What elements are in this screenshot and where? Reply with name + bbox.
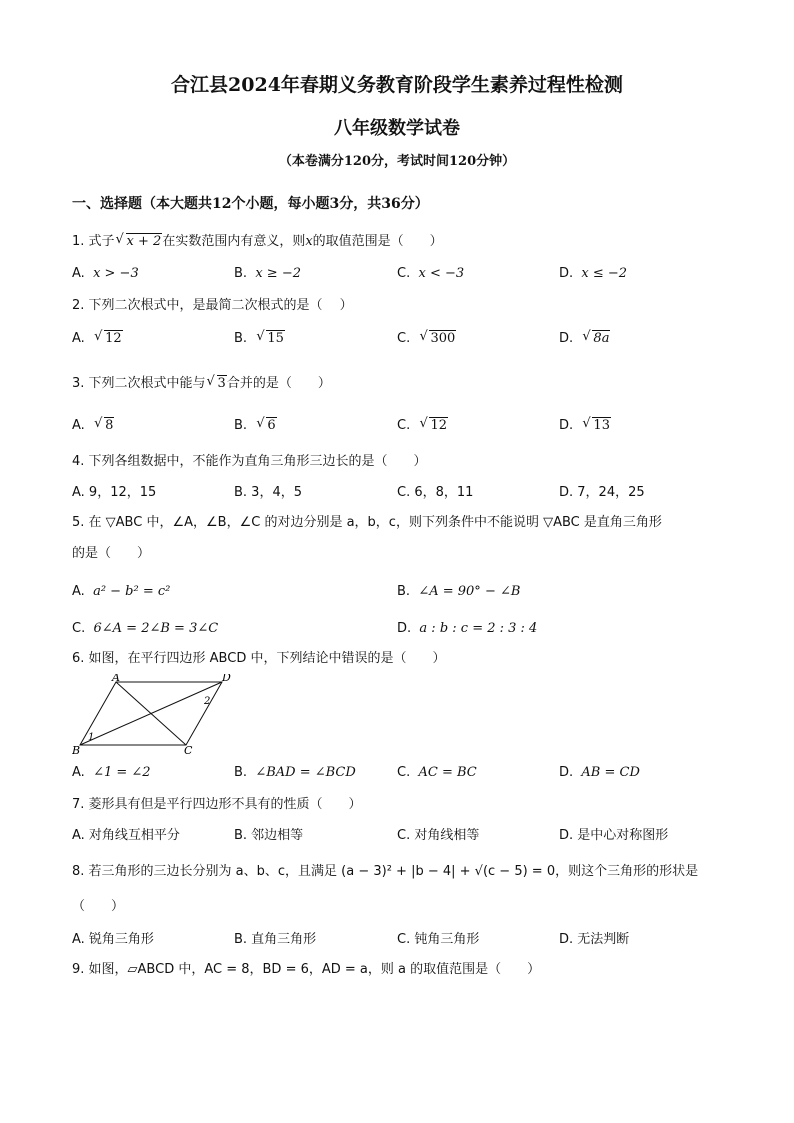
question-3: 3. 下列二次根式中能与√ 3合并的是（ ） [72, 375, 331, 393]
q1-post2: 的取值范围是（ ） [312, 234, 443, 249]
question-4: 4. 下列各组数据中，不能作为直角三角形三边长的是（ ） [72, 454, 427, 469]
q8-option-b[interactable]: B. 直角三角形 [234, 932, 317, 947]
q4-option-b[interactable]: B. 3，4，5 [234, 485, 302, 500]
label-angle-1: 1 [88, 732, 95, 743]
q4-option-c[interactable]: C. 6，8，11 [397, 485, 474, 500]
q3-option-d[interactable]: D. √ 13 [559, 417, 611, 435]
q7-option-c[interactable]: C. 对角线相等 [397, 828, 480, 843]
q1-option-b[interactable]: B. x ≥ −2 [234, 266, 301, 281]
q6-option-b[interactable]: B. ∠BAD = ∠BCD [234, 765, 356, 780]
label-angle-2: 2 [204, 696, 211, 707]
q3-option-a[interactable]: A. √ 8 [72, 417, 114, 435]
q1-radical: √ x + 2 [117, 233, 163, 251]
q6-option-a[interactable]: A. ∠1 = ∠2 [72, 765, 151, 780]
q7-option-d[interactable]: D. 是中心对称图形 [559, 828, 669, 843]
q8-option-c[interactable]: C. 钝角三角形 [397, 932, 480, 947]
q2-option-c[interactable]: C. √ 300 [397, 330, 456, 348]
diagonal-bd [80, 682, 222, 745]
q2-option-b[interactable]: B. √ 15 [234, 330, 285, 348]
q1-option-a[interactable]: A. x > −3 [72, 266, 139, 281]
q4-option-d[interactable]: D. 7，24，25 [559, 485, 645, 500]
q3-radical: √ 3 [208, 375, 227, 393]
q7-option-b[interactable]: B. 邻边相等 [234, 828, 304, 843]
q4-option-a[interactable]: A. 9，12，15 [72, 485, 157, 500]
q2-option-d[interactable]: D. √ 8a [559, 330, 610, 348]
q5-option-d[interactable]: D. a : b : c = 2 : 3 : 4 [397, 621, 538, 636]
question-8-line-2: （ ） [72, 899, 125, 914]
q1-var: x [305, 234, 313, 249]
q1-pre: 1. 式子 [72, 234, 115, 249]
q3-option-b[interactable]: B. √ 6 [234, 417, 277, 435]
exam-title: 合江县2024年春期义务教育阶段学生素养过程性检测 [171, 74, 623, 96]
question-5-line-1: 5. 在 ▽ABC 中，∠A，∠B，∠C 的对边分别是 a，b，c，则下列条件中不能说明 ▽ABC 是直角三角形 [72, 515, 662, 530]
q5-option-b[interactable]: B. ∠A = 90° − ∠B [397, 584, 521, 599]
q5-option-c[interactable]: C. 6∠A = 2∠B = 3∠C [72, 621, 219, 636]
q6-option-d[interactable]: D. AB = CD [559, 765, 640, 780]
question-9: 9. 如图，▱ABCD 中，AC = 8，BD = 6，AD = a，则 a 的取值范围是（ ） [72, 962, 541, 977]
q1-post: 在实数范围内有意义，则 [162, 234, 306, 249]
exam-subtitle: 八年级数学试卷 [334, 118, 460, 139]
q1-option-c[interactable]: C. x < −3 [397, 266, 465, 281]
q5-option-a[interactable]: A. a² − b² = c² [72, 584, 171, 599]
q8-option-d[interactable]: D. 无法判断 [559, 932, 630, 947]
question-6: 6. 如图，在平行四边形 ABCD 中，下列结论中错误的是（ ） [72, 651, 446, 666]
q3-option-c[interactable]: C. √ 12 [397, 417, 448, 435]
q7-option-a[interactable]: A. 对角线互相平分 [72, 828, 180, 843]
q8-option-a[interactable]: A. 锐角三角形 [72, 932, 154, 947]
q2-option-a[interactable]: A. √ 12 [72, 330, 123, 348]
question-8-line-1: 8. 若三角形的三边长分别为 a、b、c，且满足 (a − 3)² + |b − 4| + √(c − 5) = 0，则这个三角形的形状是 [72, 864, 699, 879]
question-7: 7. 菱形具有但是平行四边形不具有的性质（ ） [72, 797, 362, 812]
exam-note: （本卷满分120分，考试时间120分钟） [278, 154, 516, 169]
label-c: C [184, 744, 193, 756]
label-d: D [222, 674, 231, 684]
section-heading: 一、选择题（本大题共12个小题，每小题3分，共36分） [72, 196, 429, 212]
label-b: B [72, 744, 81, 756]
question-1 [72, 233, 443, 251]
parallelogram-figure [72, 674, 242, 756]
question-5-line-2: 的是（ ） [72, 546, 151, 561]
label-a: A [112, 674, 120, 684]
question-2: 2. 下列二次根式中，是最简二次根式的是（ ） [72, 298, 353, 313]
q1-option-d[interactable]: D. x ≤ −2 [559, 266, 628, 281]
q6-option-c[interactable]: C. AC = BC [397, 765, 477, 780]
